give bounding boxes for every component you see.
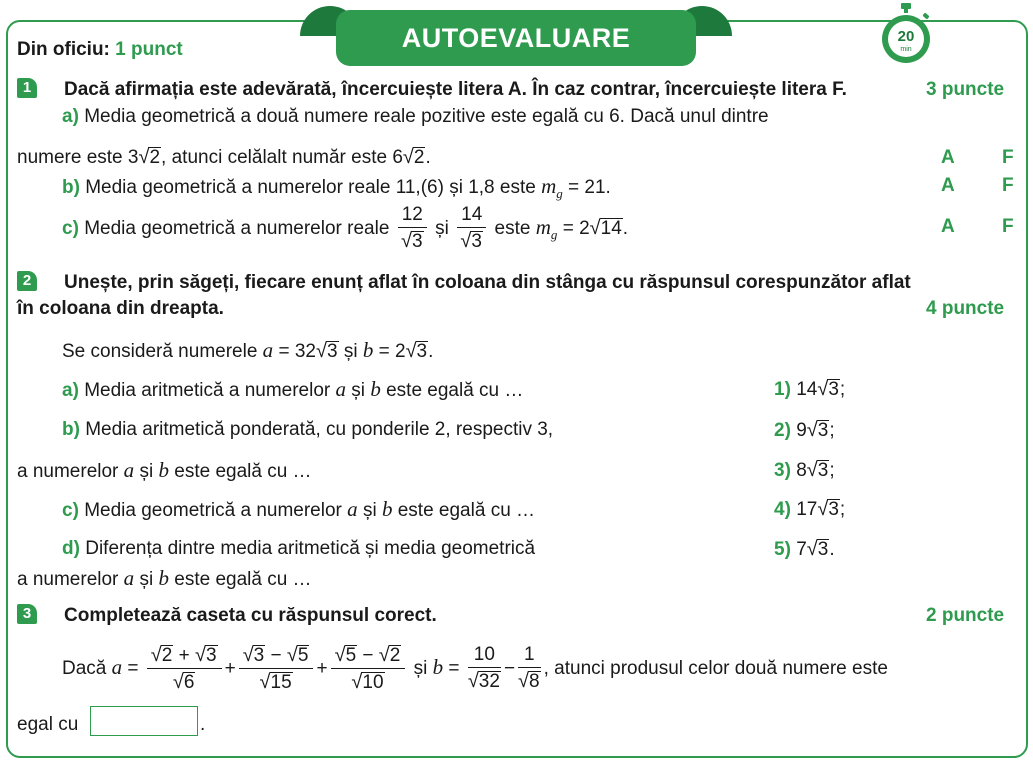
ex2-statement-d-line2: a numerelor a și b este egală cu …	[17, 566, 312, 590]
page-title: AUTOEVALUARE	[336, 10, 696, 66]
exercise-2-points: 4 puncte	[926, 298, 1005, 319]
ex1-a-option-f[interactable]: F	[1002, 147, 1014, 168]
ex2-statement-b-line1: b) Media aritmetică ponderată, cu ponderile 2, respectiv 3,	[62, 419, 554, 440]
ex2-answer-1[interactable]: 1) 14√3;	[774, 378, 846, 400]
ex2-answer-4[interactable]: 4) 17√3;	[774, 498, 846, 520]
ex2-statement-d-line1: d) Diferența dintre media aritmetică și media geometrică	[62, 538, 536, 559]
oficiu-label: Din oficiu:	[17, 39, 110, 60]
ex2-intro: Se consideră numerele a = 32√3 și b = 2√3.	[62, 338, 434, 362]
fraction-a1: $\frac{√2 + √3}{√6}$	[147, 644, 222, 694]
fraction-12-sqrt3: $\frac{12}{√3}$	[398, 204, 427, 253]
ex3-expression: Dacă a = $\frac{√2 + √3}{√6}$ + $\frac{√3 - √5}{√15}$ + $\frac{√5 - √2}{√10}$ și b = $\frac{10}{√32}$ − $\frac{1}{√8}$ , atunci produsul celor două numere este	[62, 643, 888, 693]
exercise-3-number: 3	[17, 604, 37, 624]
ex1-b-option-a[interactable]: A	[941, 175, 955, 196]
fraction-a3: $\frac{√5 - √2}{√10}$	[331, 644, 406, 694]
exercise-1-number: 1	[17, 78, 37, 98]
ex1-item-c: c) Media geometrică a numerelor reale $\frac{12}{√3}$ și $\frac{14}{√3}$ este $m_g = 2√14$.	[62, 204, 629, 253]
ex1-c-option-a[interactable]: A	[941, 216, 955, 237]
exercise-1-points: 3 puncte	[926, 79, 1005, 100]
ex1-item-a-line2: numere este 3√2, atunci celălalt număr este 6√2.	[17, 146, 431, 168]
ex1-a-option-a[interactable]: A	[941, 147, 955, 168]
ex3-end: .	[200, 714, 206, 735]
stopwatch-icon	[879, 2, 933, 64]
exercise-2-instruction-line2: în coloana din dreapta.	[17, 298, 224, 319]
exercise-2-number: 2	[17, 271, 37, 291]
ex2-answer-5[interactable]: 5) 7√3.	[774, 538, 835, 560]
exercise-3-points: 2 puncte	[926, 605, 1005, 626]
ex1-item-b: b) Media geometrică a numerelor reale 11,(6) și 1,8 este $m_g = 21$.	[62, 174, 611, 201]
exercise-1-instruction: Dacă afirmația este adevărată, încercuiește litera A. În caz contrar, încercuiește litera F.	[64, 79, 847, 100]
fraction-b2: $\frac{1}{√8}$	[518, 644, 540, 693]
timer-value: 20	[897, 28, 915, 45]
timer-unit: min	[900, 46, 912, 53]
oficiu-points: 1 punct	[115, 39, 183, 60]
ex2-statement-a: a) Media aritmetică a numerelor a și b este egală cu …	[62, 377, 524, 401]
fraction-b1: $\frac{10}{√32}$	[467, 644, 500, 693]
exercise-2-instruction-line1: Unește, prin săgeți, fiecare enunț aflat în coloana din stânga cu răspunsul corespunzător aflat	[64, 272, 911, 293]
ex3-egal-cu: egal cu	[17, 714, 79, 735]
ex1-b-option-f[interactable]: F	[1002, 175, 1014, 196]
title-tab	[300, 6, 732, 66]
ex2-answer-3[interactable]: 3) 8√3;	[774, 459, 835, 481]
ex2-answer-2[interactable]: 2) 9√3;	[774, 419, 835, 441]
fraction-14-sqrt3: $\frac{14}{√3}$	[457, 204, 486, 253]
answer-box[interactable]	[90, 706, 198, 736]
exercise-3-instruction: Completează caseta cu răspunsul corect.	[64, 605, 437, 626]
oficiu-line	[17, 38, 183, 62]
ex1-item-a-line1: a) Media geometrică a două numere reale pozitive este egală cu 6. Dacă unul dintre	[62, 106, 769, 127]
ex1-c-option-f[interactable]: F	[1002, 216, 1014, 237]
fraction-a2: $\frac{√3 - √5}{√15}$	[239, 644, 314, 694]
ex2-statement-b-line2: a numerelor a și b este egală cu …	[17, 458, 312, 482]
ex2-statement-c: c) Media geometrică a numerelor a și b este egală cu …	[62, 497, 536, 521]
